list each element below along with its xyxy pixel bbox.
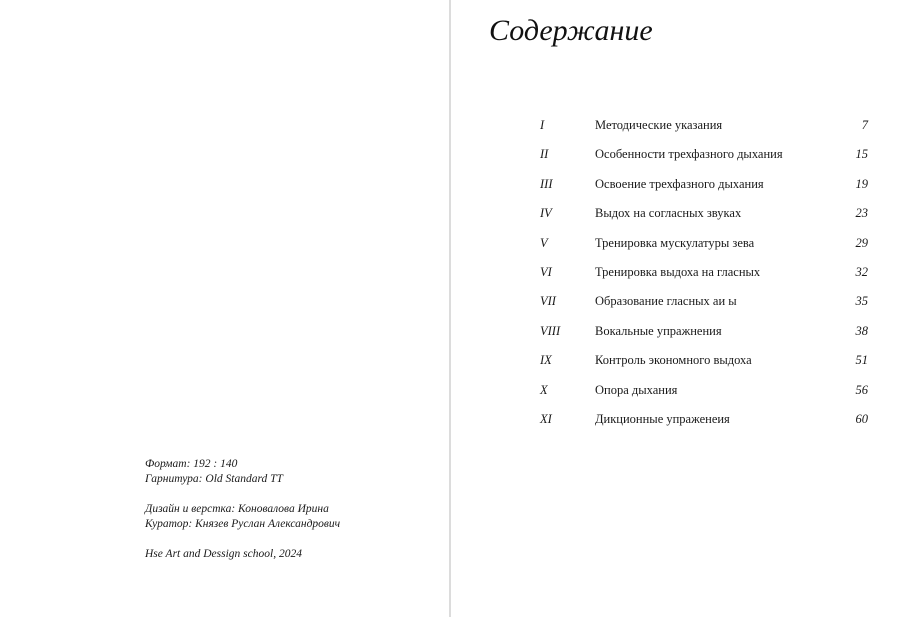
toc-entry-number: VIII <box>540 323 561 338</box>
toc-entry-page: 32 <box>855 264 868 279</box>
toc-entry-page: 51 <box>855 353 868 368</box>
toc-entry-number: X <box>540 382 548 397</box>
toc-entry-number: VII <box>540 294 556 309</box>
toc-entry[interactable] <box>540 236 868 265</box>
table-of-contents <box>540 118 868 441</box>
colophon-typeface: Гарнитура: Old Standard TT <box>145 473 283 485</box>
toc-entry-number: I <box>540 118 545 132</box>
toc-entry-label: Тренировка выдоха на гласных <box>595 264 761 279</box>
toc-entry-label: Вокальные упражнения <box>595 323 722 338</box>
toc-entry-page: 56 <box>855 382 868 397</box>
toc-entry[interactable] <box>540 412 868 441</box>
colophon <box>145 457 340 562</box>
toc-entry-number: VI <box>540 264 552 279</box>
toc-entry[interactable] <box>540 206 868 235</box>
toc-entry-page: 35 <box>855 294 868 309</box>
toc-entry-label: Дикционные упраженеия <box>595 411 730 426</box>
toc-entry-label: Тренировка мускулатуры зева <box>595 235 755 250</box>
toc-entry-page: 7 <box>861 118 868 132</box>
toc-entry-label: Освоение трехфазного дыхания <box>595 176 764 191</box>
colophon-school: Hse Art and Dessign school, 2024 <box>145 548 302 560</box>
toc-entry[interactable] <box>540 147 868 176</box>
toc-entry-label: Особенности трехфазного дыхания <box>595 147 783 162</box>
toc-entry-number: XI <box>540 411 552 426</box>
toc-entry-page: 38 <box>855 323 868 338</box>
toc-entry[interactable] <box>540 353 868 382</box>
toc-entry-number: IX <box>540 353 552 368</box>
toc-entry[interactable] <box>540 118 868 147</box>
toc-entry-number: II <box>540 147 549 162</box>
toc-entry-label: Образование гласных аи ы <box>595 294 737 309</box>
toc-entry-page: 60 <box>855 411 868 426</box>
toc-entry-page: 15 <box>855 147 868 162</box>
colophon-design: Дизайн и верстка: Коновалова Ирина <box>145 503 329 515</box>
toc-entry-label: Контроль экономного выдоха <box>595 353 752 368</box>
page-spine-divider <box>449 0 451 617</box>
toc-entry-number: III <box>540 176 553 191</box>
toc-entry-page: 19 <box>855 176 868 191</box>
toc-entry-page: 29 <box>855 235 868 250</box>
toc-entry-number: V <box>540 235 548 250</box>
toc-entry-label: Опора дыхания <box>595 382 678 397</box>
toc-entry[interactable] <box>540 294 868 323</box>
toc-entry[interactable] <box>540 383 868 412</box>
colophon-format: Формат: 192 : 140 <box>145 458 238 470</box>
toc-entry[interactable] <box>540 265 868 294</box>
toc-entry[interactable] <box>540 324 868 353</box>
toc-entry-number: IV <box>540 206 552 221</box>
toc-entry[interactable] <box>540 177 868 206</box>
toc-entry-label: Выдох на согласных звуках <box>595 206 742 221</box>
colophon-curator: Куратор: Князев Руслан Александрович <box>145 518 341 530</box>
toc-title: Содержание <box>489 14 653 47</box>
toc-entry-page: 23 <box>855 206 868 221</box>
toc-entry-label: Методические указания <box>595 118 723 132</box>
